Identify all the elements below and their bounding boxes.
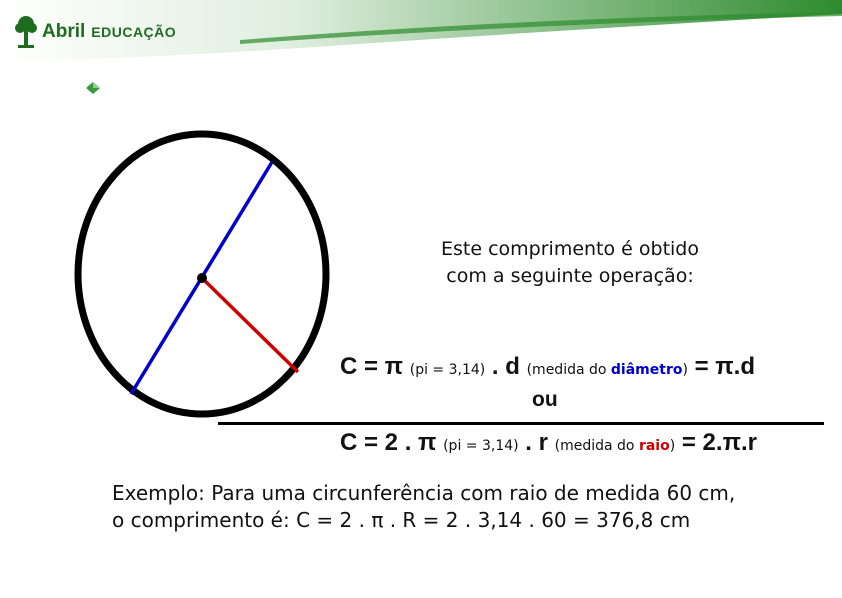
- formula-r: . r: [525, 429, 548, 456]
- formula-diameter: [340, 353, 755, 381]
- explanation-line-2: com a seguinte operação:: [446, 265, 694, 287]
- center-point: [197, 273, 207, 283]
- formula-result: = π.d: [694, 353, 756, 380]
- separator-line: [218, 422, 824, 425]
- brand-subtitle: EDUCAÇÃO: [91, 24, 177, 40]
- formula-radius: [340, 429, 757, 457]
- pi-note: (pi = 3,14): [443, 438, 519, 454]
- radius-line: [202, 278, 298, 372]
- paren-close: ): [669, 438, 676, 454]
- paren-open: (medida do: [526, 362, 611, 378]
- keyword-diameter: diâmetro: [610, 362, 683, 378]
- example-line-1: Exemplo: Para uma circunferência com raio de medida 60 cm,: [112, 481, 736, 505]
- formula-result: = 2.π.r: [681, 429, 757, 456]
- example-text: [112, 480, 735, 534]
- paren-open: (medida do: [554, 438, 639, 454]
- explanation-line-1: Este comprimento é obtido: [441, 238, 699, 260]
- example-line-2: o comprimento é: C = 2 . π . R = 2 . 3,14 . 60 = 376,8 cm: [112, 508, 691, 532]
- formula-lead: C = π: [340, 353, 404, 380]
- formula-lead: C = 2 . π: [340, 429, 437, 456]
- formula-d: . d: [491, 353, 520, 380]
- tree-icon: [14, 15, 38, 49]
- keyword-radius: raio: [638, 438, 670, 454]
- explanation-text: [402, 236, 738, 290]
- pi-note: (pi = 3,14): [409, 362, 486, 378]
- brand-name: Abril: [42, 21, 86, 42]
- logo: [14, 14, 176, 50]
- bullet-icon: [86, 82, 100, 94]
- or-label: ou: [532, 388, 558, 411]
- paren-close: ): [682, 362, 688, 378]
- circle-figure: [74, 130, 334, 430]
